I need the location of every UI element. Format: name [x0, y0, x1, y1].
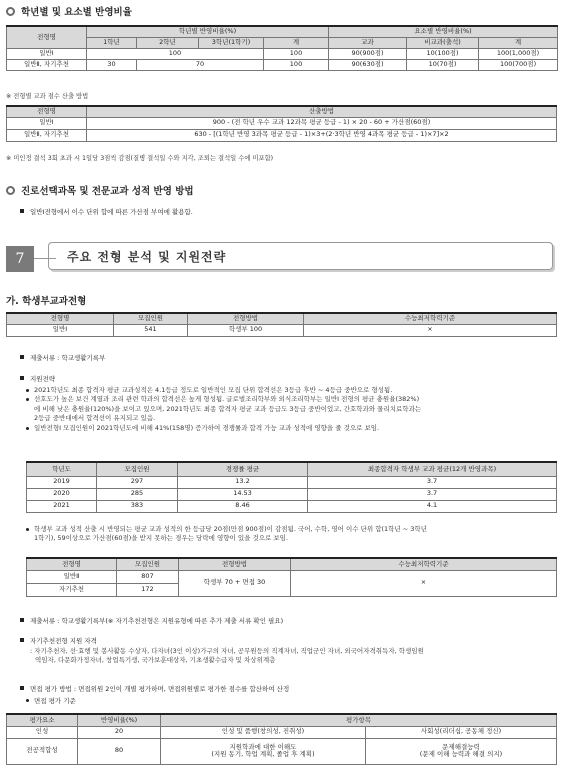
square-bullet-icon: [20, 376, 24, 380]
strategy-item: [26, 386, 557, 395]
section-title-text: 학년별 및 요소별 반영비율: [21, 7, 132, 18]
cell: [161, 738, 366, 764]
cell: 일반Ⅱ: [27, 570, 117, 583]
cell: [366, 738, 557, 764]
table-row: [7, 48, 558, 59]
calc-note: ※ 전형별 교과 점수 산출 방법: [6, 93, 89, 100]
strategy-cont: 에 비해 낮은 충원율(120%)을 보이고 있으며, 2021학년도 최종 합격자 평균 교과 등급도 3등급 중반이었고, 간호학과와 물리치료학과는: [34, 404, 422, 413]
cell: 90(630점): [329, 59, 407, 70]
cell: 100(1,000점): [479, 48, 558, 59]
cell: 14.53: [178, 488, 308, 500]
cell: 100(700점): [479, 59, 558, 70]
interview-sub: [26, 696, 76, 705]
section-title-ratio: [6, 4, 132, 18]
cell: 13.2: [178, 476, 308, 488]
t4-wrap: [6, 713, 557, 765]
cell: 90(900점): [329, 48, 407, 59]
th: 전형방법: [179, 558, 291, 570]
th-type: 전형명: [7, 26, 87, 48]
subsection-title: 가. 학생부교과전형: [6, 296, 87, 307]
cell: 일반Ⅰ: [7, 117, 87, 129]
dot-bullet-icon: [26, 528, 29, 531]
th: 전형명: [7, 313, 114, 324]
dot-bullet-icon: [26, 389, 29, 392]
calc-table: [6, 105, 557, 142]
strategy-list: [26, 386, 557, 433]
calc-table-wrap: [6, 105, 557, 142]
section-title-text: 진로선택과목 및 전문교과 성적 반영 방법: [21, 186, 194, 197]
cell: 학생부 100: [188, 324, 304, 336]
cell: 900 - (전 학년 우수 교과 12과목 평균 등급 - 1) × 20 - 60 + 가산점(60점): [87, 117, 557, 129]
cell: 2020: [27, 488, 97, 500]
cell: 인성: [7, 726, 78, 738]
text: 2021학년도 최종 합격자 평균 교과성적은 4.1등급 정도로 일반적인 모집 단위 합격선은 3등급 후반 ~ 4등급 중반으로 형성됨.: [34, 386, 393, 394]
th: 전형명: [27, 558, 117, 570]
cell: 70: [137, 59, 264, 70]
square-bullet-icon: [20, 618, 24, 622]
bullet-text: 자기추천전형 지원 자격: [30, 637, 97, 645]
th: 경쟁률 평균: [178, 462, 308, 476]
strategy-cont: 2등급 중반대에서 합격선이 유지되고 있음.: [34, 414, 156, 423]
strategy-item: [26, 395, 557, 404]
cell: 383: [97, 500, 178, 512]
th-nonsubject: 비교과(출석): [407, 37, 479, 48]
th-element-group: 요소별 반영비율(%): [329, 26, 558, 37]
cell: 3.7: [308, 476, 557, 488]
chapter-number: 7: [6, 246, 34, 272]
table-row: [27, 570, 557, 583]
cell: 541: [114, 324, 188, 336]
dot-bullet-icon: [26, 398, 29, 401]
dot-bullet-icon: [26, 699, 29, 702]
table-row: [27, 500, 557, 512]
interview: [20, 684, 289, 693]
cell: 285: [97, 488, 178, 500]
th-grade3: 3학년(1학기): [199, 37, 264, 48]
th: 평가요소: [7, 714, 78, 726]
cell: 297: [97, 476, 178, 488]
cell: 자기추천: [27, 583, 117, 596]
note2: [26, 525, 557, 544]
circle-bullet-icon: [6, 7, 15, 16]
th: 수능최저학력기준: [291, 558, 557, 570]
admission-table-2: [26, 557, 557, 597]
table-row: [7, 738, 557, 764]
absence-note: ※ 미인정 결석 3회 초과 시 1일당 3점씩 감점(질병 결석일 수와 지각, 조퇴는 결석일 수에 미포함): [6, 155, 274, 162]
th-sum2: 계: [479, 37, 558, 48]
cell: 10(70점): [407, 59, 479, 70]
bullet-text: 면접 평가 기준: [34, 697, 76, 705]
table-row: [7, 726, 557, 738]
table-row: [7, 324, 557, 336]
doc1: [20, 353, 105, 362]
bullet-text: 지원전략: [30, 375, 56, 383]
text: 학생부 교과 성적 산출 시 반영되는 평균 교과 성적의 한 등급당 20점(만점 900점)이 감점됨. 국어, 수학, 영어 이수 단위 합(1학년 ~ 3학년: [34, 525, 427, 533]
text: (문제 이해 능력과 해결 의지): [419, 750, 503, 758]
cell: 일반Ⅱ, 자기추천: [7, 59, 87, 70]
section-title-elective: [6, 183, 194, 197]
interview-table: [6, 713, 557, 765]
cell: ×: [291, 570, 557, 596]
table-row: [7, 117, 557, 129]
ratio-table: [6, 25, 558, 71]
text: : 자기추천자, 선·효행 및 봉사활동 수상자, 다자녀(3인 이상)가구의 자녀, 공무원등의 직계자녀, 직업군인 자녀, 외국어자격취득자, 학생임원: [30, 647, 424, 655]
th-sum1: 계: [264, 37, 329, 48]
cell: 100: [264, 59, 329, 70]
cell: 4.1: [308, 500, 557, 512]
dot-bullet-icon: [26, 427, 29, 430]
cell: 630 - [(1학년 반영 3과목 평균 등급 - 1)×3+(2·3학년 반영 4과목 평균 등급 - 1)×7]×2: [87, 129, 557, 141]
cell: 80: [78, 738, 161, 764]
cell: 3.7: [308, 488, 557, 500]
square-bullet-icon: [20, 686, 24, 690]
table-row: [27, 488, 557, 500]
th: 평가항목: [161, 714, 557, 726]
cell: 2021: [27, 500, 97, 512]
cell: 사회성(리더십, 공동체 정신): [366, 726, 557, 738]
cell: 100: [264, 48, 329, 59]
cell: 30: [87, 59, 137, 70]
elective-bullet: [20, 207, 193, 216]
admission-table-1: [6, 312, 557, 337]
text: 지원학과에 대한 이해도: [229, 742, 297, 751]
text: (지원 동기, 학업 계획, 졸업 후 계획): [211, 750, 315, 758]
cell: 8.46: [178, 500, 308, 512]
cell: 전공적합성: [7, 738, 78, 764]
th-subject: 교과: [329, 37, 407, 48]
chapter-banner: [6, 238, 557, 272]
cell: 일반Ⅰ: [7, 48, 87, 59]
text: 역임자, 다문화가정자녀, 창업특기생, 국가보훈대상자, 기초생활수급자 및 차상위계층: [35, 656, 276, 665]
t1-wrap: [6, 312, 557, 337]
square-bullet-icon: [20, 355, 24, 359]
bullet-text: 면접 평가 방법 : 면접위원 2인이 개별 평가하며, 면접위원별로 평가한 점수를 합산하여 산정: [30, 685, 290, 693]
th: 최종합격자 학생부 교과 평균(12개 반영과목): [308, 462, 557, 476]
doc2: [20, 616, 283, 625]
th-grade-group: 학년별 반영비율(%): [87, 26, 329, 37]
th: 반영비율(%): [78, 714, 161, 726]
th: 학년도: [27, 462, 97, 476]
ratio-table-wrap: [6, 25, 557, 71]
qual-label: [20, 636, 97, 645]
cell: 10(100점): [407, 48, 479, 59]
note2-item: [26, 525, 557, 534]
th-method: 산출방법: [87, 106, 557, 117]
cell: 학생부 70 + 면접 30: [179, 570, 291, 596]
text: 문제해결능력: [442, 742, 480, 751]
chapter-title: 주요 전형 분석 및 지원전략: [48, 242, 553, 270]
cell: 일반Ⅰ: [7, 324, 114, 336]
th-grade1: 1학년: [87, 37, 137, 48]
cell: 20: [78, 726, 161, 738]
note2-cont: 1학기), 59이상으로 가산점(60점)을 받지 못하는 경우는 당락에 영향이 있을 것으로 보임.: [34, 534, 289, 543]
history-table: [26, 461, 557, 513]
square-bullet-icon: [20, 638, 24, 642]
cell: ×: [304, 324, 557, 336]
cell: 172: [117, 583, 179, 596]
th: 수능최저학력기준: [304, 313, 557, 324]
cell: 807: [117, 570, 179, 583]
cell: 100: [87, 48, 264, 59]
th: 모집인원: [97, 462, 178, 476]
cell: 일반Ⅱ, 자기추천: [7, 129, 87, 141]
bullet-text: 일반Ⅰ전형에서 이수 단위 합에 따른 가산점 부여에 활용함.: [30, 208, 193, 216]
qual-text: [30, 647, 557, 666]
th: 모집인원: [114, 313, 188, 324]
strategy-item: [26, 424, 557, 433]
t2-wrap: [26, 461, 557, 513]
text: 선호도가 높은 보건 계열과 조리 관련 학과의 합격선은 높게 형성됨. 글로벌조리학부와 외식조리학부는 일반Ⅰ 전형의 평균 충원율(382%): [34, 395, 420, 404]
cell: 인성 및 품행(창의성, 진취성): [161, 726, 366, 738]
th-grade2: 2학년: [137, 37, 199, 48]
bullet-text: 제출서류 : 학교생활기록부: [30, 354, 106, 362]
th-type: 전형명: [7, 106, 87, 117]
square-bullet-icon: [20, 209, 24, 213]
text: 일반전형Ⅰ 모집인원이 2021학년도에 비해 41%(158명) 증가하여 경쟁률과 합격 가능 교과 성적에 영향을 줄 것으로 보임.: [34, 423, 380, 432]
strategy-label: [20, 374, 55, 383]
table-row: [27, 476, 557, 488]
table-row: [7, 59, 558, 70]
t3-wrap: [26, 557, 557, 597]
table-row: [7, 129, 557, 141]
th: 모집인원: [117, 558, 179, 570]
th: 전형방법: [188, 313, 304, 324]
circle-bullet-icon: [6, 186, 15, 195]
cell: 2019: [27, 476, 97, 488]
bullet-text: 제출서류 : 학교생활기록부(※ 자기추천전형은 지원유형에 따른 추가 제출 서류 확인 필요): [30, 617, 284, 625]
